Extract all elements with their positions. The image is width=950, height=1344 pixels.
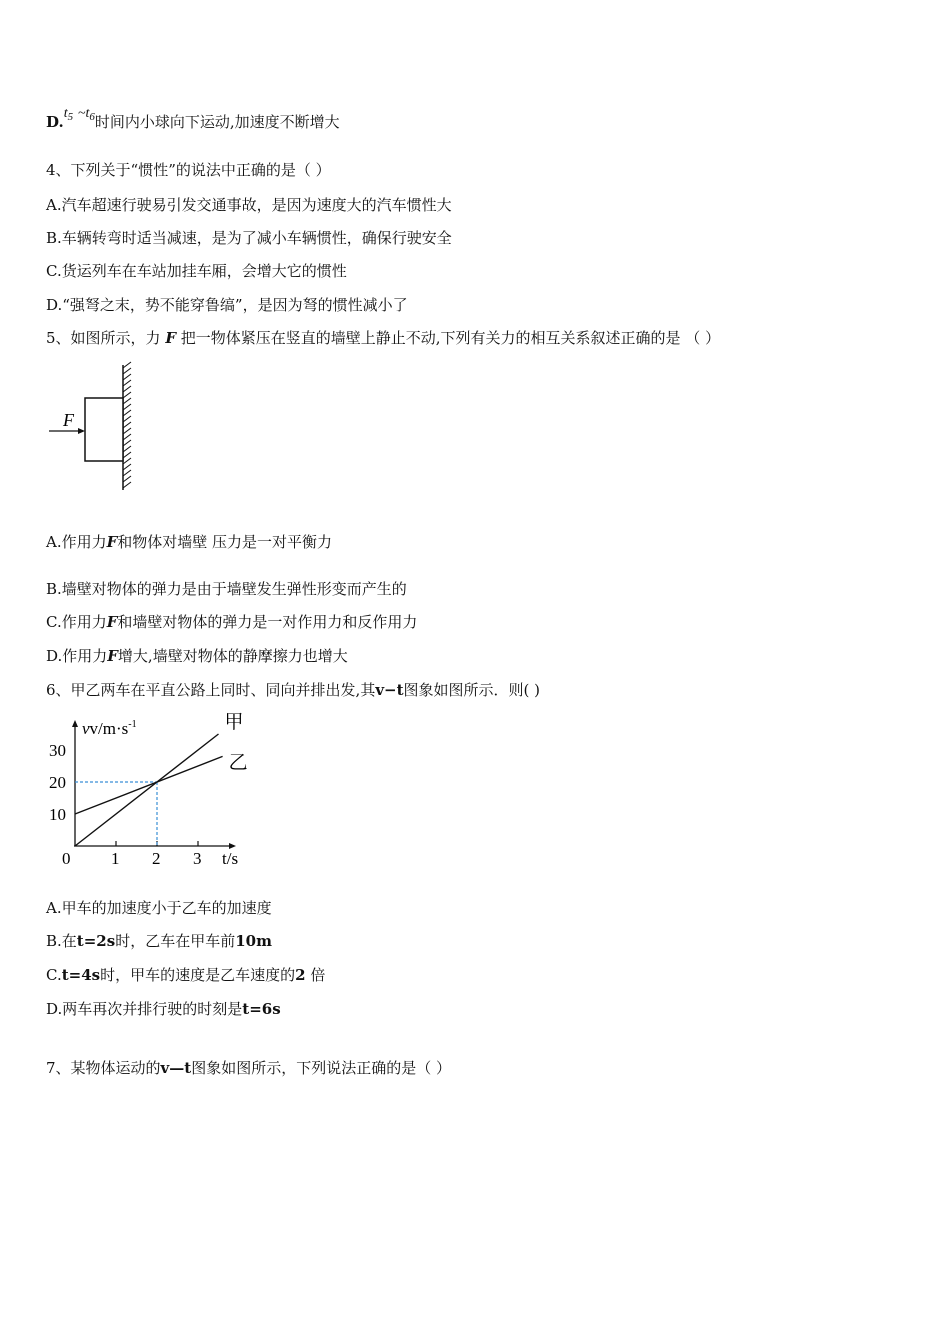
- series-line-jia: [75, 734, 219, 846]
- wall-hatching: [123, 362, 131, 488]
- q3-option-d-text: 时间内小球向下运动,加速度不断增大: [94, 113, 340, 131]
- q3-option-d-prefix: D.: [46, 113, 64, 131]
- y-tick-label: 20: [49, 773, 66, 792]
- q5-option-c: C.作用力F和墙壁对物体的弹力是一对作用力和反作用力: [46, 613, 418, 631]
- q5-option-a: A.作用力F和物体对墙壁 压力是一对平衡力: [46, 533, 333, 551]
- q5-figure: [46, 360, 146, 495]
- q4-stem: 4、下列关于“惯性”的说法中正确的是（ ）: [46, 161, 331, 179]
- block: [85, 398, 123, 461]
- q6-stem: 6、甲乙两车在平直公路上同时、同向并排出发,其v−t图象如图所示．则( ): [46, 681, 541, 699]
- q5-option-d: D.作用力F增大,墙壁对物体的静摩擦力也增大: [46, 647, 348, 665]
- t6-symbol: $t_6$: [85, 106, 95, 123]
- tilde-symbol: ~: [77, 106, 86, 121]
- q6-option-b: B.在t=2s时，乙车在甲车前10m: [46, 932, 272, 950]
- q4-option-a: A.汽车超速行驶易引发交通事故，是因为速度大的汽车惯性大: [46, 196, 452, 214]
- x-tick-label: 1: [111, 849, 120, 868]
- force-symbol: F: [165, 329, 176, 347]
- x-tick-label: 2: [152, 849, 161, 868]
- q7-stem: 7、某物体运动的v—t图象如图所示，下列说法正确的是（ ）: [46, 1059, 451, 1077]
- y-tick-label: 30: [49, 741, 66, 760]
- t5-symbol: $t_5$: [63, 106, 74, 123]
- q6-option-c: C.t=4s时，甲车的速度是乙车速度的2 倍: [46, 966, 326, 984]
- q4-option-c: C.货运列车在车站加挂车厢，会增大它的惯性: [46, 262, 347, 280]
- force-label: F: [63, 410, 74, 430]
- q6-option-d: D.两车再次并排行驶的时刻是t=6s: [46, 1000, 281, 1018]
- q6-option-a: A.甲车的加速度小于乙车的加速度: [46, 899, 272, 917]
- y-tick-label: 10: [49, 805, 66, 824]
- force-arrowhead: [78, 428, 85, 434]
- x-tick-label: 0: [62, 849, 71, 868]
- series-label-jia: 甲: [224, 712, 244, 733]
- vt-chart: [44, 712, 259, 872]
- y-axis-arrow: [72, 720, 78, 727]
- series-line-yi: [75, 756, 223, 814]
- q4-option-d: D.“强弩之末，势不能穿鲁缟”，是因为弩的惯性减小了: [46, 296, 408, 314]
- q4-option-b: B.车辆转弯时适当减速，是为了减小车辆惯性，确保行驶安全: [46, 229, 452, 247]
- x-tick-label: 3: [193, 849, 202, 868]
- x-axis-label: t/s: [222, 849, 239, 868]
- y-axis-label: $vv/m\cdot s^{-1}$: [82, 719, 137, 738]
- q5-stem: 5、如图所示，力 F 把一物体紧压在竖直的墙壁上静止不动,下列有关力的相互关系叙述正确的是 （ ）: [46, 329, 721, 347]
- q5-option-b: B.墙壁对物体的弹力是由于墙壁发生弹性形变而产生的: [46, 580, 407, 598]
- series-label-yi: 乙: [228, 752, 248, 774]
- q3-option-d: [46, 106, 340, 137]
